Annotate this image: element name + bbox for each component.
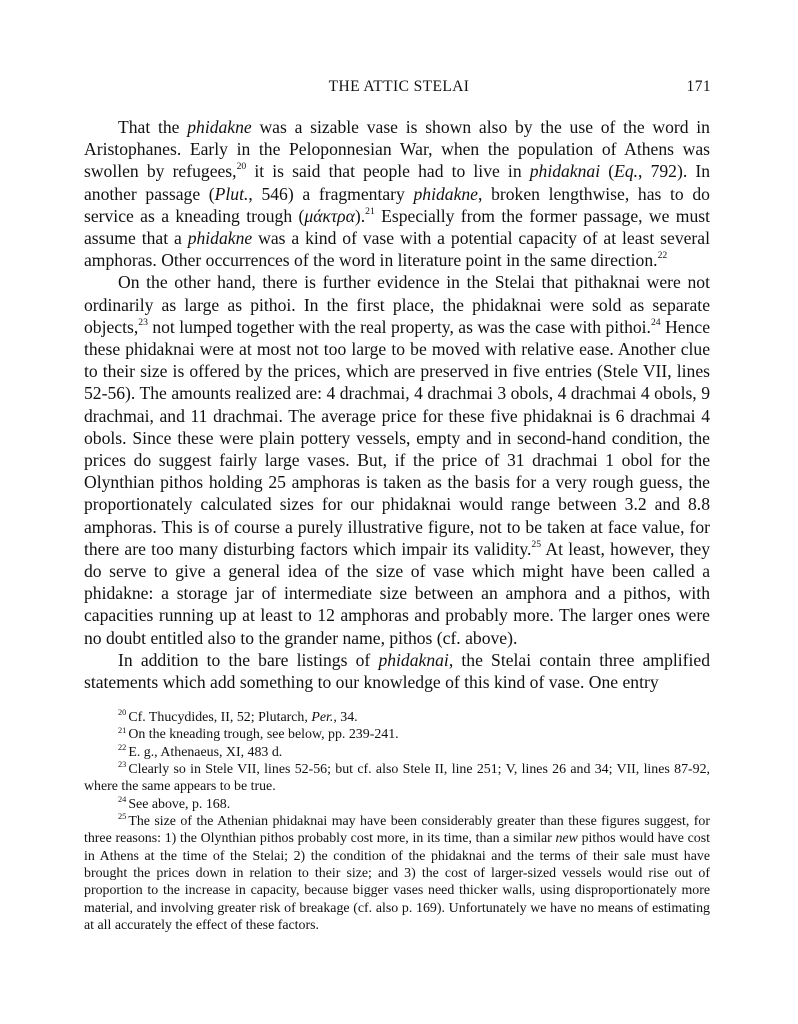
italic-text: new <box>555 831 578 847</box>
text-run: On the kneading trough, see below, pp. 239-241. <box>128 727 399 743</box>
text-run: Especially from the former passage, we must assume that a <box>84 205 710 249</box>
footnote <box>84 813 710 934</box>
italic-text: phidakne <box>413 183 478 204</box>
footnote <box>84 709 710 726</box>
running-title: THE ATTIC STELAI <box>328 78 470 95</box>
italic-text: phidaknai <box>378 649 449 670</box>
footnote <box>84 744 710 761</box>
text-run: ( <box>600 161 615 182</box>
footnote-ref: 25 <box>531 538 542 550</box>
body-text <box>84 116 710 693</box>
italic-text: phidaknai <box>529 161 601 182</box>
footnote-ref: 22 <box>657 249 668 261</box>
footnote <box>84 761 710 796</box>
text-run: Cf. Thucydides, II, 52; Plutarch, <box>128 710 312 725</box>
italic-text: phidakne <box>187 117 252 137</box>
text-run: Clearly so in Stele VII, lines 52-56; but cf. also Stele II, line 251; V, lines 26 and 34; VII, lines 87-92, where the same appears to be true. <box>84 762 710 795</box>
text-run: pithos would have cost in Athens at the time of the Stelai; 2) the condition of the phidaknai and the terms of their sale must have brought the prices down in relation to their size; and 3) the cost of larger-sized vessels would rise out of proportion to the increase in capacity, because bigger vases need thicker walls, using disproportionately more material, and involving greater risk of breakage (cf. also p. 169). Unfortunately we have no means of estimating at all accurately the effect of these factors. <box>84 831 710 934</box>
paragraph <box>84 271 710 648</box>
italic-text: Plut. <box>214 183 249 204</box>
paragraph <box>84 116 710 271</box>
page-number: 171 <box>686 78 711 95</box>
footnote-number: 21 <box>118 725 127 735</box>
footnote-number: 25 <box>118 812 127 822</box>
text-run: , the Stelai contain three amplified statements which add something to our knowledge of this kind of vase. One entry <box>84 649 710 693</box>
footnote-number: 23 <box>118 760 127 770</box>
running-head <box>0 78 798 102</box>
text-run: The size of the Athenian phidaknai may have been considerably greater than these figures suggest, for three reasons: 1) the Olynthian pithos probably cost more, in its time, than a similar <box>84 814 710 847</box>
text-run: See above, p. 168. <box>128 796 231 812</box>
footnote <box>84 726 710 743</box>
text-run: In addition to the bare listings of <box>118 649 379 670</box>
text-run: ). <box>354 205 366 226</box>
italic-text: Eq. <box>614 161 639 182</box>
text-run: , broken lengthwise, has to do service as a kneading trough ( <box>84 183 710 226</box>
text-run: , 34. <box>333 710 358 725</box>
text-run: On the other hand, there is further evidence in the Stelai that pithaknai were not ordinarily as large as pithoi. In the first place, the phidaknai were sold as separate objects, <box>84 272 710 337</box>
text-run: At least, however, they do serve to give a general idea of the size of vase which might have been called a phidakne: a storage jar of intermediate size between an amphora and a pithos, with capacities running up at least to 12 amphoras and probably more. The larger ones were no doubt entitled also to the grander name, pithos (cf. above). <box>84 538 710 648</box>
text-run: , 546) a fragmentary <box>248 183 414 204</box>
italic-text: Per. <box>311 710 334 725</box>
text-run: Hence these phidaknai were at most not too large to be moved with relative ease. Another clue to their size is offered by the prices, which are preserved in five entries (Stele VII, lines 52-56). The amounts realized are: 4 drachmai, 4 drachmai 3 obols, 4 drachmai 4 obols, 9 drachmai, and 11 drachmai. The average price for these five phidaknai is 6 drachmai 4 obols. Since these were plain pottery vessels, empty and in second-hand condition, the prices do suggest fairly large vases. But, if the price of 31 drachmai 1 obol for the Olynthian pithos holding 25 amphoras is taken as the basis for a very rough guess, the proportionately calculated sizes for our phidaknai would range between 3.2 and 8.8 amphoras. This is of course a purely illustrative figure, not to be taken at face value, for there are too many disturbing factors which impair its validity. <box>84 316 711 559</box>
footnote-ref: 20 <box>236 161 247 173</box>
footnote-number: 20 <box>118 708 127 718</box>
italic-text: μάκτρα <box>304 205 355 226</box>
paragraph <box>84 649 710 693</box>
text-run: That the <box>118 117 188 137</box>
footnote <box>84 796 710 813</box>
footnote-ref: 21 <box>365 205 375 217</box>
footnote-ref: 24 <box>650 316 661 328</box>
text-run: was a kind of vase with a potential capacity of at least several amphoras. Other occurrences of the word in literature point in the same direction. <box>84 228 710 271</box>
footnotes <box>84 709 710 934</box>
text-run: it is said that people had to live in <box>246 161 530 182</box>
italic-text: phidakne <box>187 228 253 249</box>
footnote-ref: 23 <box>138 316 148 328</box>
text-run: not lumped together with the real property, as was the case with pithoi. <box>147 316 651 337</box>
text-run: , 792). In another passage ( <box>84 161 710 204</box>
footnote-number: 22 <box>118 743 127 753</box>
text-run: was a sizable vase is shown also by the use of the word in Aristophanes. Early in the Peloponnesian War, when the population of Athens was swollen by refugees, <box>84 117 710 182</box>
text-run: E. g., Athenaeus, XI, 483 d. <box>128 744 283 760</box>
footnote-number: 24 <box>118 795 127 805</box>
